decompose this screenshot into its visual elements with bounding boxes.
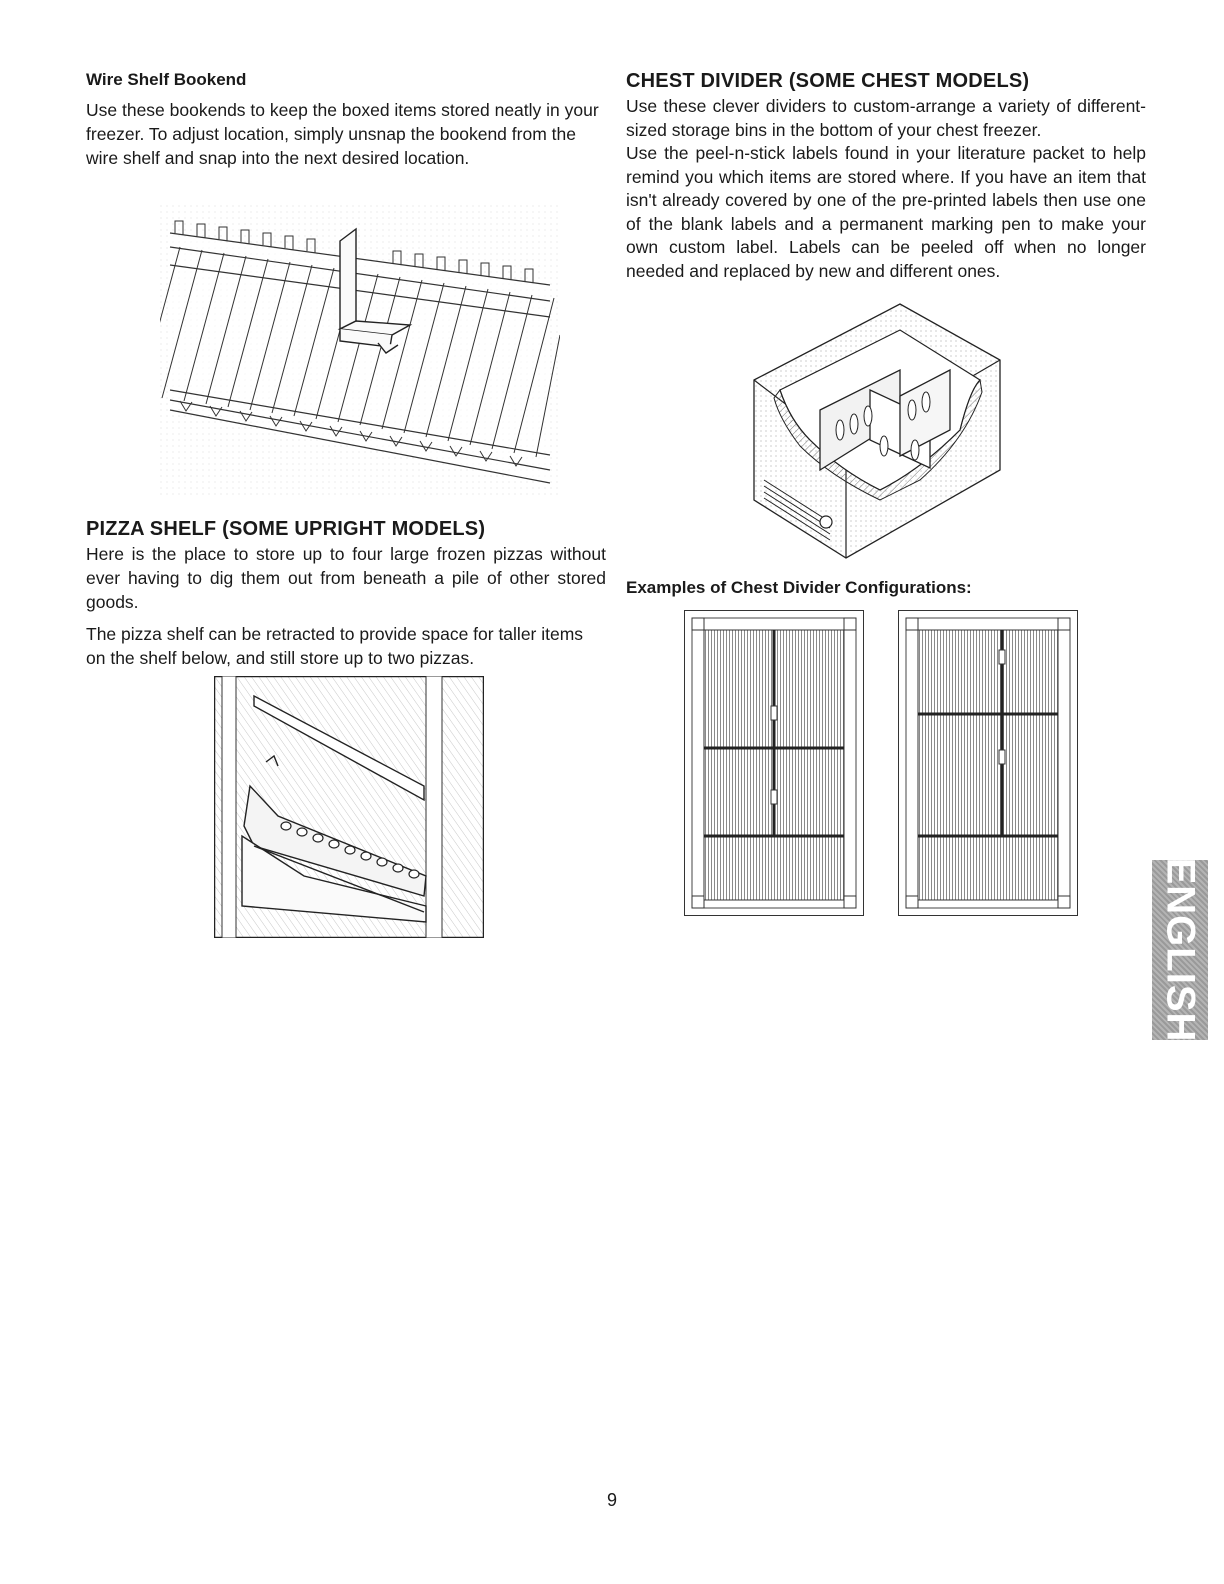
wire-shelf-illustration (160, 205, 560, 495)
wire-shelf-heading: Wire Shelf Bookend (86, 70, 247, 89)
pizza-shelf-heading: PIZZA SHELF (SOME UPRIGHT MODELS) (86, 518, 486, 540)
divider-config-1 (684, 610, 864, 916)
language-tab-label: ENGLISH (1158, 857, 1203, 1043)
pizza-shelf-paragraph-1: Here is the place to store up to four large frozen pizzas without ever having to dig them out from beneath a pile of other stored goods. (86, 544, 606, 612)
chest-divider-heading: CHEST DIVIDER (SOME CHEST MODELS) (626, 70, 1030, 92)
chest-divider-paragraph-1: Use these clever dividers to custom-arrange a variety of different-sized storage bins in the bottom of your chest freezer. (626, 96, 1146, 140)
pizza-shelf-paragraph-2: The pizza shelf can be retracted to provide space for taller items on the shelf below, and still store up to two pizzas. (86, 624, 584, 668)
examples-heading: Examples of Chest Divider Configurations: (626, 578, 972, 597)
chest-divider-paragraph-2: Use the peel-n-stick labels found in your literature packet to help remind you which items are stored where. If you have an item that isn't already covered by one of the pre-printed labels then use one of the blank labels and a permanent marking pen to make your own custom label. Labels can be peeled off when no longer needed and replaced by new and different ones. (626, 143, 1146, 281)
divider-config-2 (898, 610, 1078, 916)
page-number: 9 (606, 1490, 617, 1510)
language-tab (1152, 857, 1208, 1043)
chest-freezer-illustration (750, 300, 1010, 560)
wire-shelf-body: Use these bookends to keep the boxed items stored neatly in your freezer. To adjust location, simply unsnap the bookend from the wire shelf and snap into the next desired location. (86, 100, 599, 168)
pizza-shelf-illustration (214, 676, 484, 938)
